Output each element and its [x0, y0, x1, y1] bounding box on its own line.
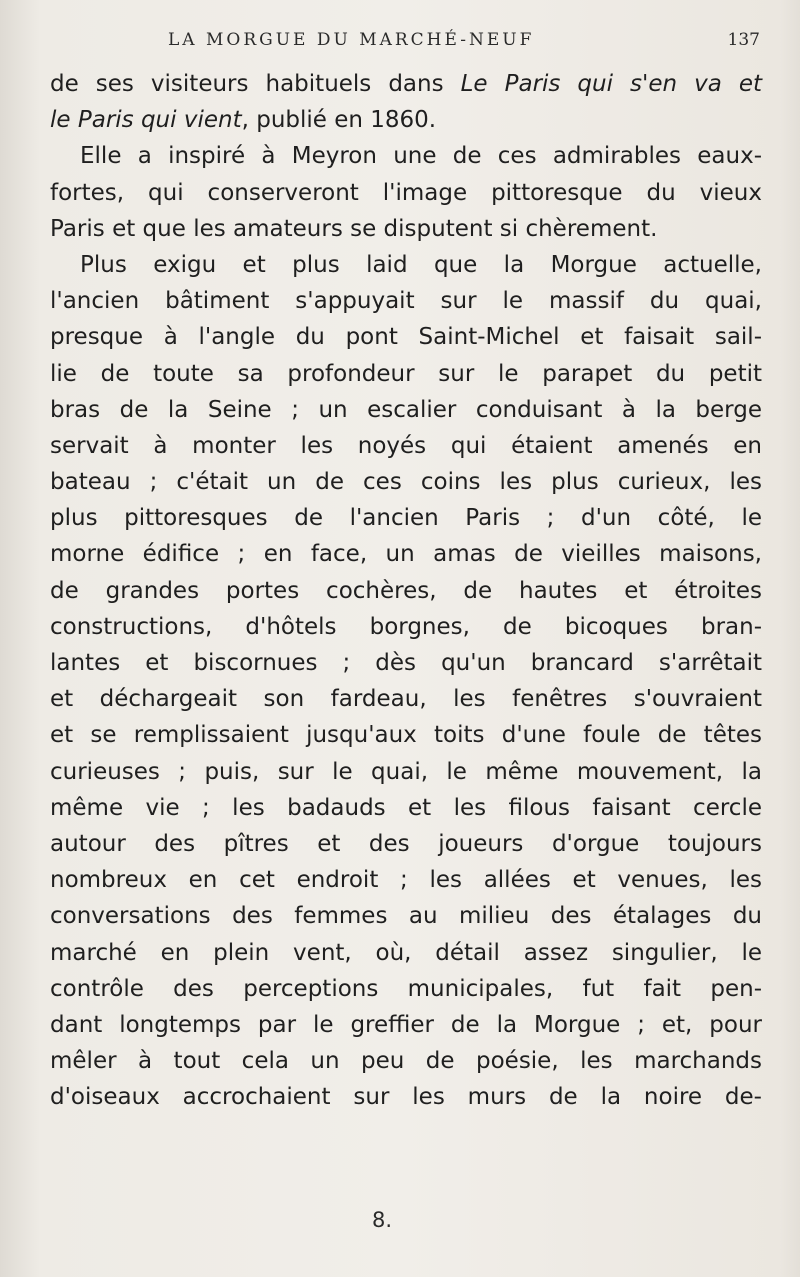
text-line: Elle a inspiré à Meyron une de ces admirables eaux-	[80, 143, 762, 170]
text-line: marché en plein vent, où, détail assez singulier, le	[50, 939, 762, 966]
text-line: lantes et biscornues ; dès qu'un brancard s'arrêtait	[50, 650, 762, 676]
text-line: de grandes portes cochères, de hautes et étroites	[50, 577, 762, 604]
text-line: et se remplissaient jusqu'aux toits d'une foule de têtes	[50, 722, 762, 749]
text-line: plus pittoresques de l'ancien Paris ; d'un côté, le	[50, 505, 762, 532]
text-line: de ses visiteurs habituels dans Le Paris qui s'en va et	[50, 71, 762, 97]
text-line: morne édifice ; en face, un amas de vieilles maisons,	[50, 541, 762, 568]
text-line: bras de la Seine ; un escalier conduisant à la berge	[50, 396, 762, 423]
body-text	[50, 66, 762, 1115]
text-line: conversations des femmes au milieu des étalages du	[50, 903, 762, 930]
page-header	[168, 30, 760, 60]
text-line: autour des pîtres et des joueurs d'orgue toujours	[50, 830, 762, 857]
running-head: LA MORGUE DU MARCHÉ-NEUF	[168, 30, 535, 50]
text-line: contrôle des perceptions municipales, fut fait pen-	[50, 975, 762, 1002]
text-line: curieuses ; puis, sur le quai, le même mouvement, la	[50, 758, 762, 785]
text-line: presque à l'angle du pont Saint-Michel et faisait sail-	[50, 324, 762, 351]
page-number: 137	[727, 30, 760, 50]
text-line: lie de toute sa profondeur sur le parapet du petit	[50, 360, 762, 387]
signature-mark: 8.	[372, 1208, 393, 1232]
text-line: Paris et que les amateurs se disputent si chèrement.	[50, 215, 658, 242]
text-line: constructions, d'hôtels borgnes, de bicoques bran-	[50, 613, 762, 640]
text-line: d'oiseaux accrochaient sur les murs de la noire de-	[50, 1084, 762, 1111]
text-line: dant longtemps par le greffier de la Morgue ; et, pour	[50, 1011, 762, 1038]
text-line: Plus exigu et plus laid que la Morgue actuelle,	[80, 251, 762, 278]
text-line: même vie ; les badauds et les filous faisant cercle	[50, 794, 762, 821]
text-line: l'ancien bâtiment s'appuyait sur le massif du quai,	[50, 288, 762, 315]
text-line: le Paris qui vient, publié en 1860.	[50, 107, 437, 134]
text-line: servait à monter les noyés qui étaient amenés en	[50, 432, 762, 459]
text-line: fortes, qui conserveront l'image pittoresque du vieux	[50, 179, 762, 206]
text-line: mêler à tout cela un peu de poésie, les marchands	[50, 1048, 762, 1075]
text-line: et déchargeait son fardeau, les fenêtres s'ouvraient	[50, 686, 762, 713]
text-line: nombreux en cet endroit ; les allées et venues, les	[50, 867, 762, 894]
text-line: bateau ; c'était un de ces coins les plus curieux, les	[50, 469, 762, 496]
